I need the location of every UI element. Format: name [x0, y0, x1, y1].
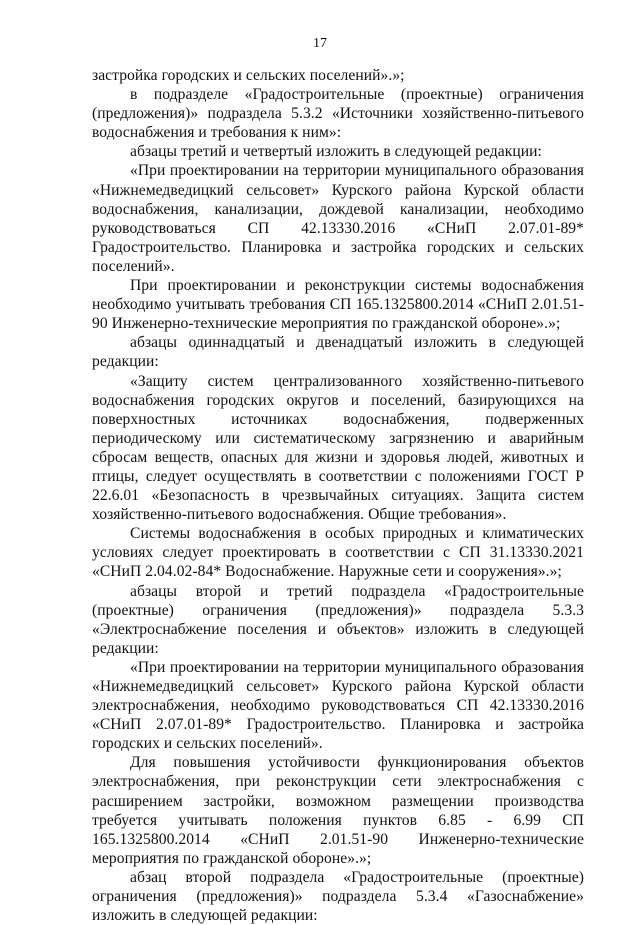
- paragraph: Для повышения устойчивости функционирования объектов электроснабжения, при реконструкции сети электроснабжения с расширением застройки, возможном размещении производства требуется учитывать положения пунктов 6.85 - 6.99 СП 165.1325800.2014 «СНиП 2.01.51-90 Инженерно-технические мероприятия по гражданской обороне».»;: [92, 754, 584, 867]
- paragraph: Системы водоснабжения в особых природных и климатических условиях следует проектировать в соответствии с СП 31.13330.2021 «СНиП 2.04.02-84* Водоснабжение. Наружные сети и сооружения».»;: [92, 525, 584, 581]
- paragraph: абзацы второй и третий подраздела «Градостроительные (проектные) ограничения (предложения)» подраздела 5.3.3 «Электроснабжение поселения и объектов» изложить в следующей редакции:: [92, 582, 584, 657]
- paragraph: При проектировании и реконструкции системы водоснабжения необходимо учитывать требования СП 165.1325800.2014 «СНиП 2.01.51-90 Инженерно-технические мероприятия по гражданской обороне».»;: [92, 277, 584, 333]
- paragraph: в подразделе «Градостроительные (проектные) ограничения (предложения)» подраздела 5.3.2 «Источники хозяйственно-питьевого водоснабжения и требования к ним»:: [92, 86, 584, 142]
- paragraph: «При проектировании на территории муниципального образования «Нижнемедведицкий сельсовет» Курского района Курской области водоснабжения, канализации, дождевой канализации, необходимо руководствоваться СП 42.13330.2016 «СНиП 2.07.01-89* Градостроительство. Планировка и застройка городских и сельских поселений».: [92, 162, 584, 275]
- paragraph: застройка городских и сельских поселений».»;: [92, 67, 405, 84]
- document-body: [92, 66, 584, 925]
- paragraph: абзац второй подраздела «Градостроительные (проектные) ограничения (предложения)» подраздела 5.3.4 «Газоснабжение» изложить в следующей редакции:: [92, 868, 584, 925]
- paragraph: «Защиту систем централизованного хозяйственно-питьевого водоснабжения городских округов и поселений, базирующихся на поверхностных источниках водоснабжения, подверженных периодическому или систематическому загрязнению и аварийным сбросам веществ, опасных для жизни и здоровья людей, животных и птицы, следует осуществлять в соответствии с положениями ГОСТ Р 22.6.01 «Безопасность в чрезвычайных ситуациях. Защита систем хозяйственно-питьевого водоснабжения. Общие требования».: [92, 372, 584, 524]
- paragraph: абзацы третий и четвертый изложить в следующей редакции:: [130, 143, 542, 161]
- paragraph: абзацы одиннадцатый и двенадцатый изложить в следующей редакции:: [92, 334, 584, 371]
- page-number: 17: [313, 36, 327, 51]
- paragraph: «При проектировании на территории муниципального образования «Нижнемедведицкий сельсовет» Курского района Курской области электроснабжения, необходимо руководствоваться СП 42.13330.2016 «СНиП 2.07.01-89* Градостроительство. Планировка и застройка городских и сельских поселений».: [92, 658, 584, 753]
